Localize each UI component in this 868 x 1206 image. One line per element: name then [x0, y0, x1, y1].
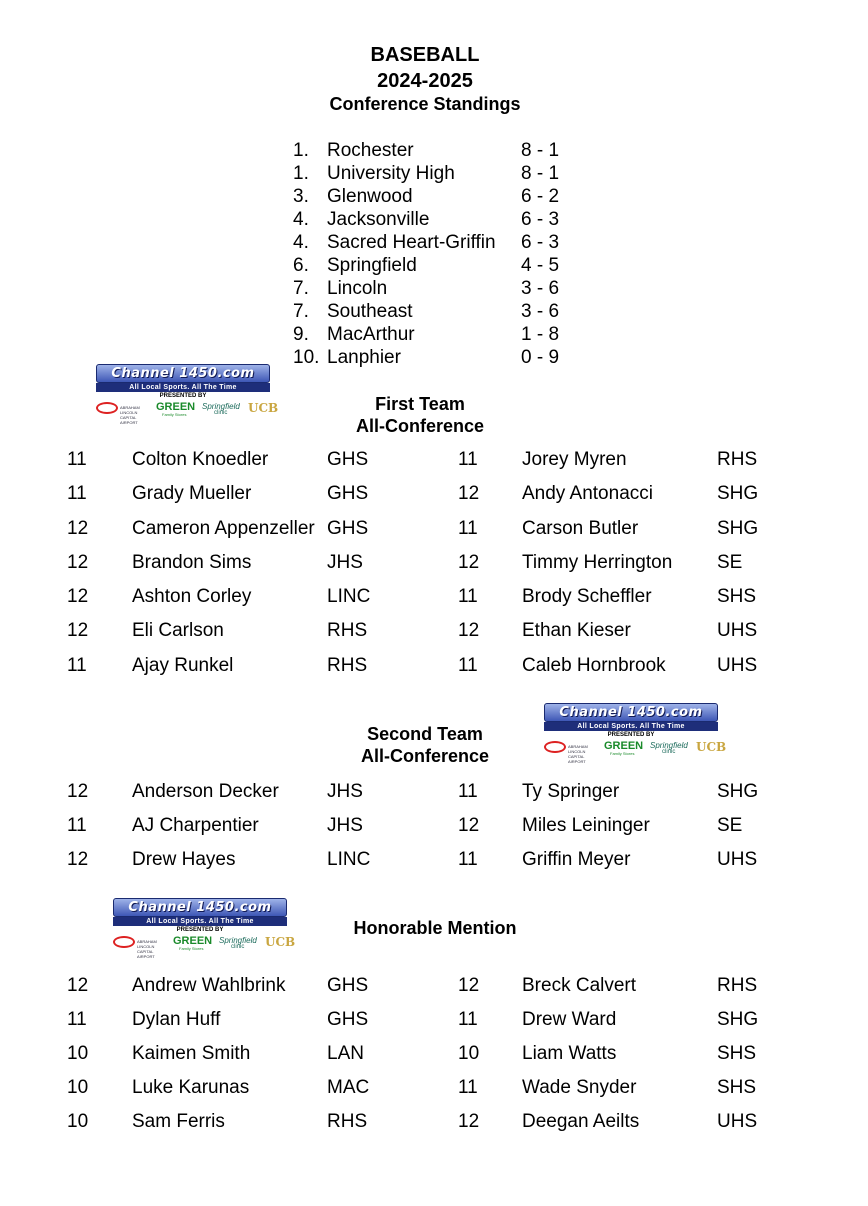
springfield-logo: Springfield — [202, 402, 240, 411]
season-title: 2024-2025 — [377, 70, 473, 92]
logo-brand: Channel 1450.com — [544, 703, 718, 722]
school: UHS — [717, 654, 758, 676]
school: SHG — [717, 517, 759, 539]
school: LAN — [327, 1043, 364, 1064]
first-team-title — [320, 393, 520, 437]
ucb-logo: UCB — [265, 935, 296, 949]
ucb-logo: UCB — [248, 401, 279, 415]
grade: 12 — [67, 586, 89, 608]
standings-team: Glenwood — [327, 186, 413, 207]
airport-icon — [96, 402, 118, 414]
grade: 11 — [458, 1077, 478, 1098]
grade: 11 — [67, 483, 87, 505]
school: SHG — [717, 1009, 759, 1030]
standings-team: University High — [327, 163, 455, 184]
school: SHS — [717, 1077, 757, 1098]
grade: 11 — [458, 654, 478, 676]
airport-label: ABRAHAM LINCOLN CAPITAL AIRPORT — [120, 405, 140, 425]
standings-row — [293, 347, 593, 370]
school: GHS — [327, 483, 369, 505]
sponsor-logos — [96, 400, 279, 425]
school: LINC — [327, 586, 371, 608]
player-name: Miles Leininger — [522, 815, 650, 836]
standings-record: 0 - 9 — [521, 347, 560, 368]
logo-presented-by: PRESENTED BY — [607, 732, 655, 738]
school: SE — [717, 551, 743, 573]
logo-presented-by: PRESENTED BY — [159, 393, 207, 399]
airport-icon — [544, 741, 566, 753]
logo-tagline: All Local Sports. All The Time — [96, 383, 270, 392]
grade: 12 — [458, 975, 480, 996]
airport-icon — [113, 936, 135, 948]
grade: 10 — [67, 1111, 89, 1132]
school: LINC — [327, 849, 371, 870]
standings-list — [293, 140, 593, 370]
player-row — [67, 815, 847, 849]
player-name: Ashton Corley — [132, 586, 252, 608]
school: GHS — [327, 449, 369, 470]
grade: 11 — [458, 781, 478, 802]
school: RHS — [327, 620, 368, 642]
sponsor-logos — [113, 934, 296, 959]
second-team-table — [67, 781, 847, 883]
standings-rank: 6. — [293, 255, 309, 276]
second-team-title — [320, 723, 530, 767]
player-row — [67, 781, 847, 815]
player-name: Eli Carlson — [132, 620, 224, 642]
player-name: Wade Snyder — [522, 1077, 637, 1098]
standings-rank: 9. — [293, 324, 309, 345]
standings-title: Conference Standings — [329, 94, 521, 114]
player-row — [67, 849, 847, 883]
player-name: Brandon Sims — [132, 551, 252, 573]
standings-team: Jacksonville — [327, 209, 430, 230]
school: GHS — [327, 517, 369, 539]
player-name: Brody Scheffler — [522, 586, 652, 608]
grade: 12 — [67, 781, 89, 802]
player-name: Andy Antonacci — [522, 483, 653, 505]
standings-record: 8 - 1 — [521, 140, 560, 161]
player-name: Timmy Herrington — [522, 551, 673, 573]
player-name: AJ Charpentier — [132, 815, 259, 836]
standings-team: Sacred Heart-Griffin — [327, 232, 496, 253]
logo-tagline: All Local Sports. All The Time — [544, 722, 718, 731]
green-logo: GREEN — [173, 935, 213, 947]
player-name: Anderson Decker — [132, 781, 279, 802]
standings-rank: 4. — [293, 232, 309, 253]
standings-record: 3 - 6 — [521, 278, 560, 299]
player-row — [67, 655, 847, 689]
grade: 12 — [458, 815, 480, 836]
school: SHS — [717, 586, 757, 608]
grade: 11 — [67, 815, 87, 836]
school: UHS — [717, 849, 758, 870]
green-sub: Family Stores — [179, 946, 204, 951]
standings-team: MacArthur — [327, 324, 415, 345]
grade: 11 — [67, 654, 87, 676]
standings-record: 6 - 3 — [521, 209, 560, 230]
grade: 12 — [458, 1111, 480, 1132]
second-team-title-line1: Second Team — [367, 724, 483, 744]
player-name: Kaimen Smith — [132, 1043, 251, 1064]
grade: 11 — [458, 849, 478, 870]
honorable-mention-title: Honorable Mention — [353, 918, 517, 938]
standings-row — [293, 209, 593, 232]
standings-rank: 4. — [293, 209, 309, 230]
grade: 12 — [458, 620, 480, 642]
player-name: Drew Hayes — [132, 849, 236, 870]
standings-row — [293, 232, 593, 255]
channel-1450-logo — [113, 898, 296, 959]
player-name: Ty Springer — [522, 781, 620, 802]
standings-rank: 10. — [293, 347, 320, 368]
player-name: Sam Ferris — [132, 1111, 225, 1132]
standings-team: Southeast — [327, 301, 413, 322]
school: GHS — [327, 975, 369, 996]
player-name: Carson Butler — [522, 517, 639, 539]
clinic-label: clinic — [231, 944, 245, 950]
standings-row — [293, 255, 593, 278]
grade: 10 — [458, 1043, 480, 1064]
grade: 12 — [67, 620, 89, 642]
player-row — [67, 1043, 847, 1077]
channel-1450-logo — [544, 703, 727, 764]
standings-rank: 7. — [293, 301, 309, 322]
second-team-title-line2: All-Conference — [360, 746, 490, 766]
school: JHS — [327, 551, 363, 573]
logo-tagline: All Local Sports. All The Time — [113, 917, 287, 926]
standings-rank: 3. — [293, 186, 309, 207]
player-row — [67, 975, 847, 1009]
green-sub: Family Stores — [610, 751, 635, 756]
player-name: Deegan Aeilts — [522, 1111, 640, 1132]
grade: 11 — [458, 517, 478, 539]
school: SHG — [717, 483, 759, 505]
player-row — [67, 620, 847, 654]
standings-team: Lanphier — [327, 347, 401, 368]
player-name: Cameron Appenzeller — [132, 517, 315, 539]
standings-record: 1 - 8 — [521, 324, 560, 345]
airport-label: ABRAHAM LINCOLN CAPITAL AIRPORT — [568, 744, 588, 764]
honorable-mention-table — [67, 975, 847, 1145]
player-name: Drew Ward — [522, 1009, 617, 1030]
school: RHS — [717, 449, 758, 470]
player-name: Griffin Meyer — [522, 849, 631, 870]
player-row — [67, 1111, 847, 1145]
player-name: Luke Karunas — [132, 1077, 250, 1098]
first-team-title-line2: All-Conference — [355, 416, 485, 436]
standings-row — [293, 163, 593, 186]
grade: 11 — [67, 449, 87, 470]
school: GHS — [327, 1009, 369, 1030]
school: MAC — [327, 1077, 370, 1098]
player-row — [67, 1009, 847, 1043]
grade: 11 — [458, 586, 478, 608]
player-name: Jorey Myren — [522, 449, 627, 470]
standings-row — [293, 324, 593, 347]
school: RHS — [717, 975, 758, 996]
standings-row — [293, 278, 593, 301]
player-name: Andrew Wahlbrink — [132, 975, 286, 996]
springfield-logo: Springfield — [219, 936, 257, 945]
ucb-logo: UCB — [696, 740, 727, 754]
grade: 10 — [67, 1077, 89, 1098]
school: UHS — [717, 620, 758, 642]
standings-record: 6 - 3 — [521, 232, 560, 253]
player-name: Breck Calvert — [522, 975, 637, 996]
standings-record: 8 - 1 — [521, 163, 560, 184]
green-logo: GREEN — [156, 401, 196, 413]
standings-record: 3 - 6 — [521, 301, 560, 322]
standings-rank: 1. — [293, 163, 309, 184]
player-name: Ethan Kieser — [522, 620, 631, 642]
green-logo: GREEN — [604, 740, 644, 752]
school: SE — [717, 815, 743, 836]
player-name: Grady Mueller — [132, 483, 252, 505]
player-row — [67, 552, 847, 586]
player-row — [67, 449, 847, 483]
standings-team: Lincoln — [327, 278, 388, 299]
standings-rank: 1. — [293, 140, 309, 161]
player-row — [67, 586, 847, 620]
springfield-logo: Springfield — [650, 741, 688, 750]
first-team-table — [67, 449, 847, 689]
school: RHS — [327, 654, 368, 676]
grade: 11 — [458, 449, 478, 470]
school: JHS — [327, 815, 363, 836]
grade: 11 — [67, 1009, 87, 1030]
grade: 12 — [67, 517, 89, 539]
clinic-label: clinic — [662, 749, 676, 755]
sponsor-logos — [544, 739, 727, 764]
logo-brand: Channel 1450.com — [96, 364, 270, 383]
grade: 12 — [67, 551, 89, 573]
grade: 10 — [67, 1043, 89, 1064]
school: RHS — [327, 1111, 368, 1132]
player-name: Colton Knoedler — [132, 449, 269, 470]
standings-record: 6 - 2 — [521, 186, 560, 207]
clinic-label: clinic — [214, 410, 228, 416]
player-row — [67, 483, 847, 517]
player-row — [67, 1077, 847, 1111]
player-name: Caleb Hornbrook — [522, 654, 666, 676]
standings-rank: 7. — [293, 278, 309, 299]
player-name: Dylan Huff — [132, 1009, 221, 1030]
grade: 12 — [67, 975, 89, 996]
green-sub: Family Stores — [162, 412, 187, 417]
player-name: Liam Watts — [522, 1043, 617, 1064]
standings-record: 4 - 5 — [521, 255, 560, 276]
school: JHS — [327, 781, 363, 802]
player-row — [67, 518, 847, 552]
standings-team: Springfield — [327, 255, 417, 276]
grade: 12 — [458, 483, 480, 505]
channel-1450-logo — [96, 364, 279, 425]
school: UHS — [717, 1111, 758, 1132]
logo-brand: Channel 1450.com — [113, 898, 287, 917]
school: SHS — [717, 1043, 757, 1064]
player-name: Ajay Runkel — [132, 654, 234, 676]
school: SHG — [717, 781, 759, 802]
sport-title: BASEBALL — [370, 44, 480, 66]
airport-label: ABRAHAM LINCOLN CAPITAL AIRPORT — [137, 939, 157, 959]
first-team-title-line1: First Team — [375, 394, 465, 414]
standings-row — [293, 140, 593, 163]
standings-team: Rochester — [327, 140, 414, 161]
logo-presented-by: PRESENTED BY — [176, 927, 224, 933]
standings-row — [293, 301, 593, 324]
grade: 12 — [458, 551, 480, 573]
grade: 11 — [458, 1009, 478, 1030]
standings-row — [293, 186, 593, 209]
grade: 12 — [67, 849, 89, 870]
